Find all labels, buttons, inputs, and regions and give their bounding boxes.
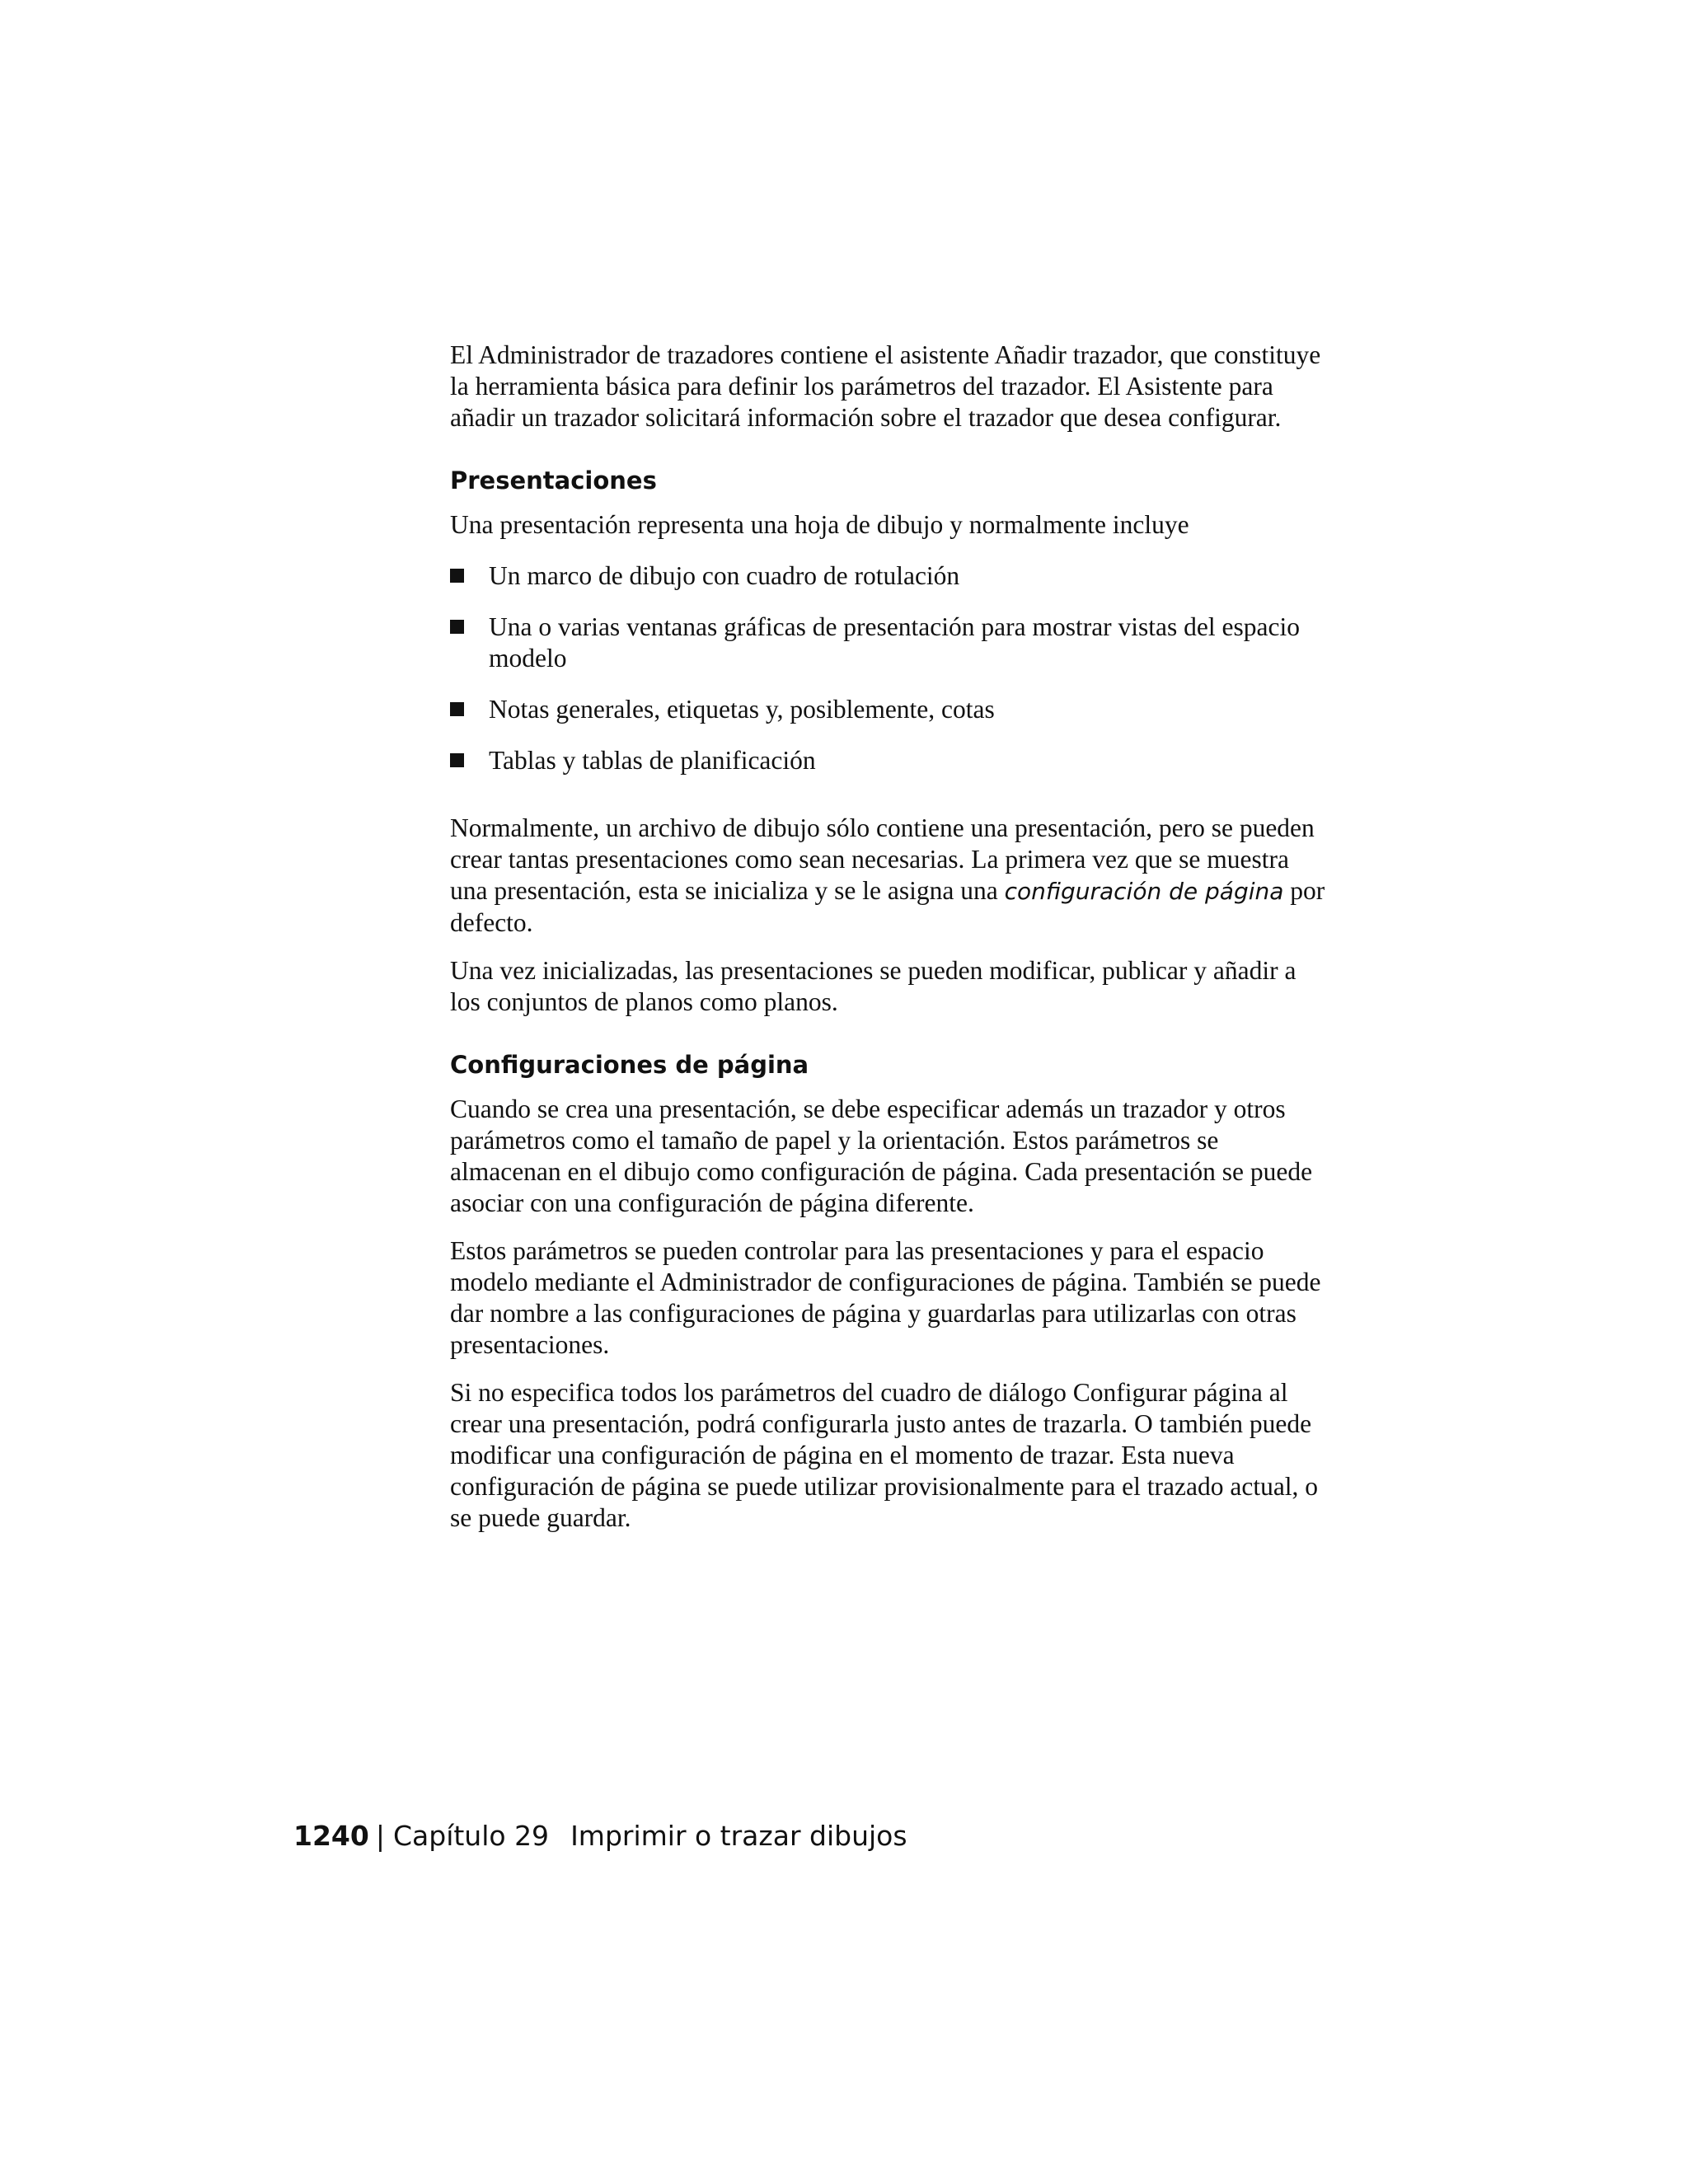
presentaciones-paragraph-1 bbox=[450, 813, 1325, 939]
chapter-label: Capítulo 29 bbox=[392, 1820, 550, 1852]
square-bullet-icon bbox=[450, 702, 464, 716]
list-item bbox=[450, 560, 1325, 592]
presentaciones-lead-in: Una presentación representa una hoja de dibujo y normalmente incluye bbox=[450, 510, 1189, 539]
footer-separator: | bbox=[375, 1820, 385, 1852]
configuraciones-paragraph-1: Cuando se crea una presentación, se debe especificar además un trazador y otros parámetros como el tamaño de papel y la orientación. Estos parámetros se almacenan en el dibujo como configuración de página. Cada presentación se puede asociar con una configuración de página diferente. bbox=[450, 1094, 1313, 1217]
list-item-text: Una o varias ventanas gráficas de presentación para mostrar vistas del espacio modelo bbox=[489, 612, 1300, 673]
heading-presentaciones: Presentaciones bbox=[450, 466, 657, 494]
chapter-title: Imprimir o trazar dibujos bbox=[570, 1820, 907, 1852]
list-item bbox=[450, 745, 1325, 776]
intro-paragraph: El Administrador de trazadores contiene el asistente Añadir trazador, que constituye la herramienta básica para definir los parámetros del trazador. El Asistente para añadir un trazador solicitará información sobre el trazador que desea configurar. bbox=[450, 340, 1321, 432]
emphasis-term: configuración de página bbox=[1004, 878, 1284, 905]
presentaciones-paragraph-2: Una vez inicializadas, las presentaciones se pueden modificar, publicar y añadir a los conjuntos de planos como planos. bbox=[450, 956, 1296, 1016]
configuraciones-paragraph-2: Estos parámetros se pueden controlar para las presentaciones y para el espacio modelo mediante el Administrador de configuraciones de página. También se puede dar nombre a las configuraciones de página y guardarlas para utilizarlas con otras presentaciones. bbox=[450, 1236, 1321, 1359]
configuraciones-paragraph-3: Si no especifica todos los parámetros del cuadro de diálogo Configurar página al crear una presentación, podrá configurarla justo antes de trazarla. O también puede modificar una configuración de página en el momento de trazar. Esta nueva configuración de página se puede utilizar provisionalmente para el trazado actual, o se puede guardar. bbox=[450, 1378, 1319, 1532]
list-item bbox=[450, 612, 1325, 674]
list-item-text: Un marco de dibujo con cuadro de rotulación bbox=[489, 561, 960, 590]
square-bullet-icon bbox=[450, 620, 464, 634]
page-body bbox=[450, 340, 1325, 1550]
list-item-text: Notas generales, etiquetas y, posiblemente, cotas bbox=[489, 695, 995, 724]
presentaciones-bullet-list bbox=[450, 560, 1325, 776]
page-number: 1240 bbox=[293, 1820, 369, 1852]
square-bullet-icon bbox=[450, 569, 464, 583]
paragraph-text: por defecto. bbox=[450, 876, 1325, 937]
paragraph-text: Normalmente, un archivo de dibujo sólo contiene una presentación, pero se pueden crear tantas presentaciones como sean necesarias. La primera vez que se muestra una presentación, esta se inicializa y se le asigna una bbox=[450, 813, 1315, 905]
heading-configuraciones: Configuraciones de página bbox=[450, 1051, 809, 1079]
square-bullet-icon bbox=[450, 753, 464, 767]
page-footer bbox=[293, 1818, 907, 1854]
list-item-text: Tablas y tablas de planificación bbox=[489, 746, 816, 775]
list-item bbox=[450, 694, 1325, 725]
